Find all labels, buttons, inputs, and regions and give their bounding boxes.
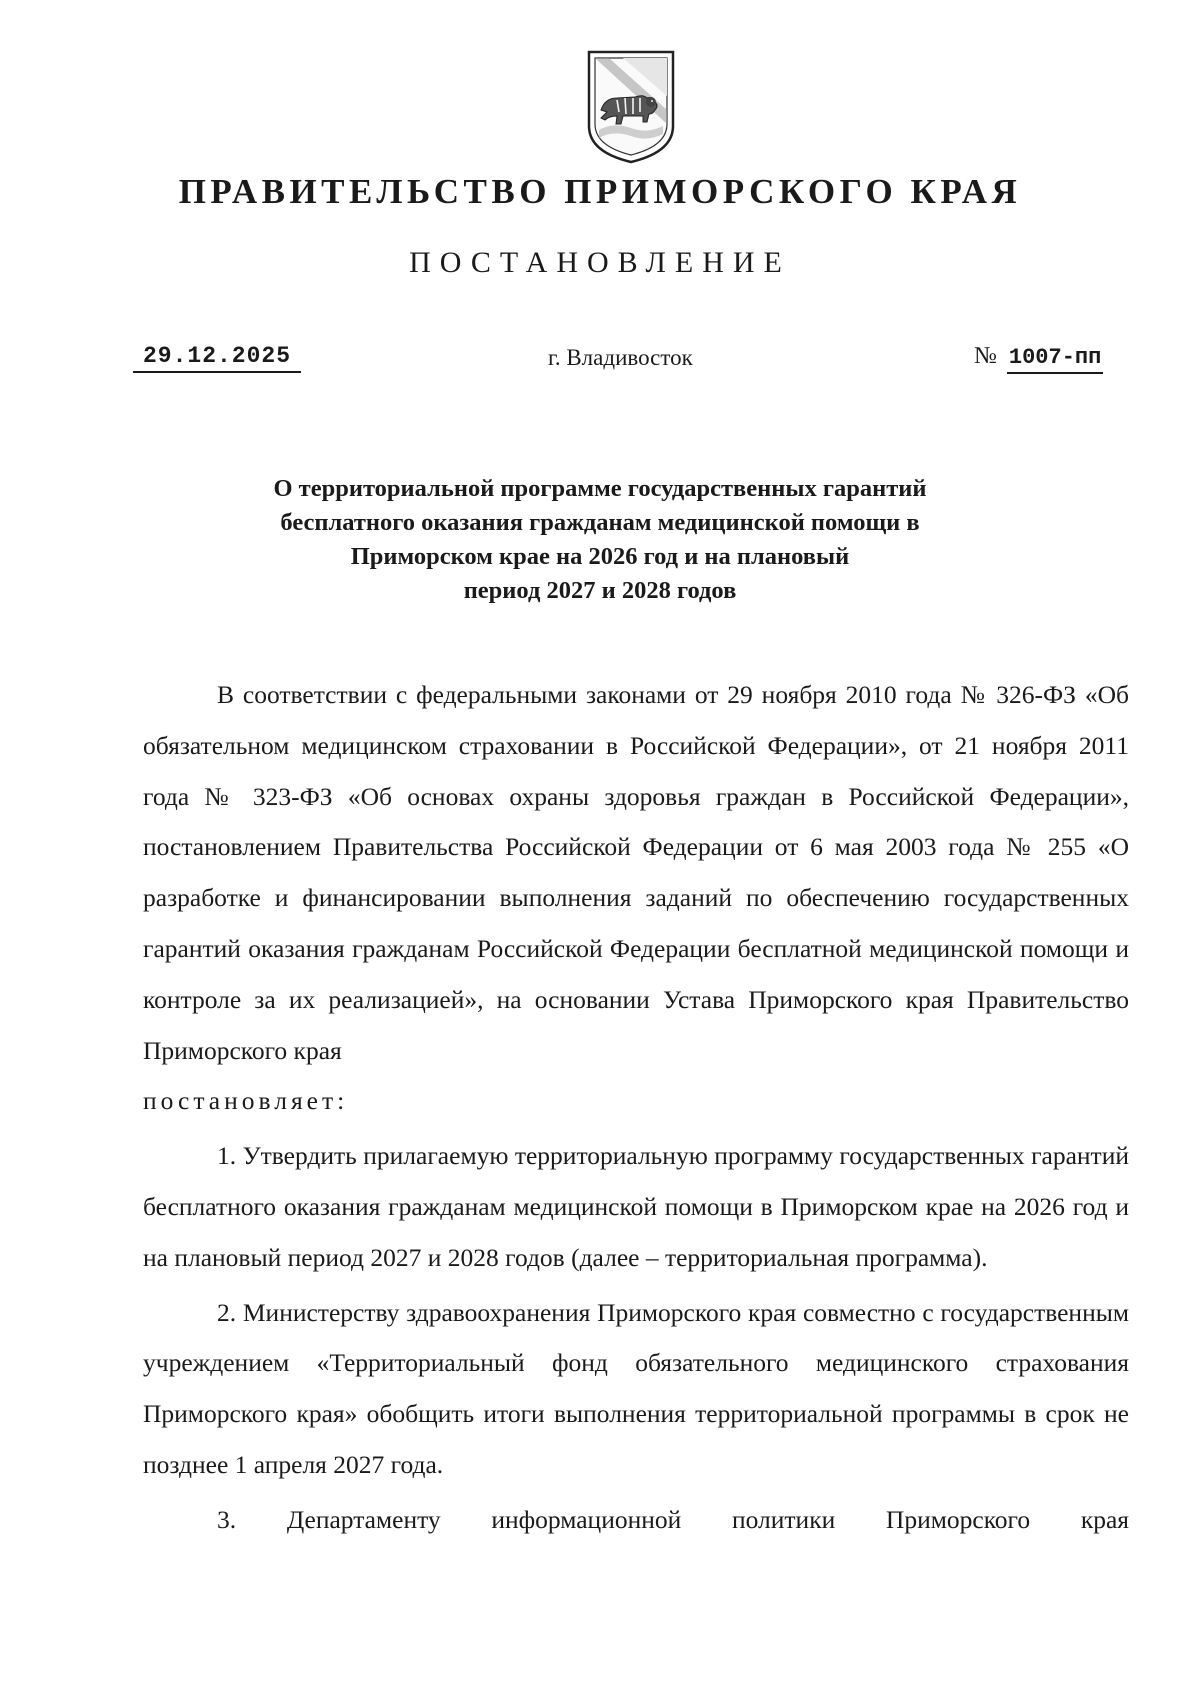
- government-title: ПРАВИТЕЛЬСТВО ПРИМОРСКОГО КРАЯ: [178, 172, 1022, 211]
- document-type: ПОСТАНОВЛЕНИЕ: [409, 246, 791, 279]
- heading-line: бесплатного оказания гражданам медицинской помощи в: [280, 509, 920, 536]
- heading-line: О территориальной программе государственных гарантий: [273, 475, 927, 502]
- document-heading: [150, 472, 1050, 608]
- document-body: [143, 670, 1129, 1546]
- item-paragraph-1: 1. Утвердить прилагаемую территориальную программу государственных гарантий бесплатного оказания гражданам медицинской помощи в Приморском крае на 2026 год и на плановый период 2027 и 2028 годов (далее – территориальная программа).: [143, 1141, 1129, 1272]
- heading-line: период 2027 и 2028 годов: [463, 577, 737, 604]
- document-city: г. Владивосток: [548, 345, 693, 370]
- number-sign: №: [974, 343, 997, 369]
- number-value: 1007-пп: [1007, 345, 1103, 374]
- preamble-paragraph: В соответствии с федеральными законами от 29 ноября 2010 года № 326-ФЗ «Об обязательном медицинском страховании в Российской Федерации», от 21 ноября 2011 года № 323-ФЗ «Об основах охраны здоровья граждан в Российской Федерации», постановлением Правительства Российской Федерации от 6 мая 2003 года № 255 «О разработке и финансировании выполнения заданий по обеспечению государственных гарантий оказания гражданам Российской Федерации бесплатной медицинской помощи и контроле за их реализацией», на основании Устава Приморского края Правительство Приморского края: [143, 680, 1129, 1065]
- heading-line: Приморском крае на 2026 год и на плановый: [350, 543, 850, 570]
- document-number: [974, 343, 1103, 374]
- coat-of-arms-icon: [583, 48, 679, 166]
- item-paragraph-2: 2. Министерству здравоохранения Приморского края совместно с государственным учреждением «Территориальный фонд обязательного медицинского страхования Приморского края» обобщить итоги выполнения территориальной программы в срок не позднее 1 апреля 2027 года.: [143, 1297, 1129, 1479]
- item-paragraph-3: 3. Департаменту информационной политики Приморского края: [217, 1504, 1129, 1534]
- resolves-word: постановляет:: [143, 1086, 349, 1116]
- document-date: 29.12.2025: [133, 343, 301, 373]
